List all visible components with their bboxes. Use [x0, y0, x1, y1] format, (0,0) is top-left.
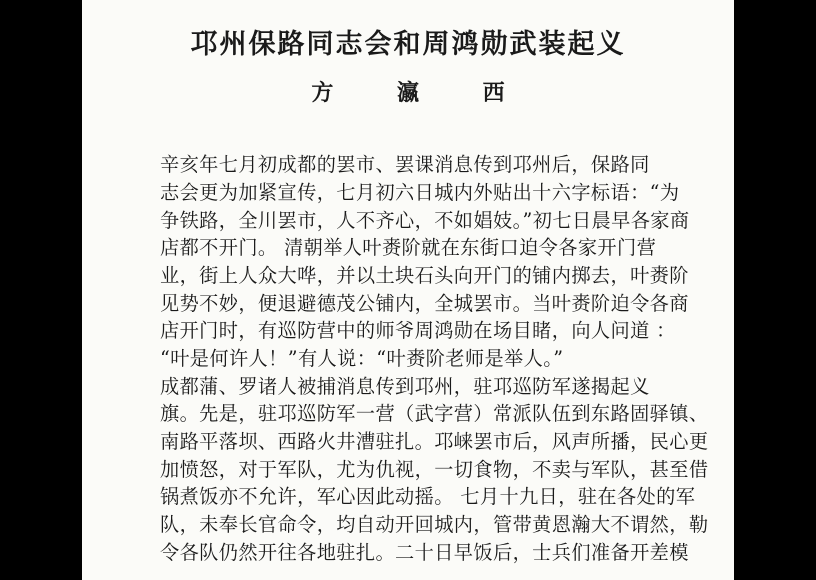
text-line: 店都不开门。 清朝举人叶赉阶就在东街口迫令各家开门营 [160, 236, 657, 259]
text-line: 成都蒲、罗诸人被捕消息传到邛州，驻邛巡防军遂揭起义 [160, 375, 650, 398]
text-line: “叶是何许人！”有人说：“叶赉阶老师是举人。” [160, 347, 564, 370]
text-line: 令各队仍然开往各地驻扎。二十日早饭后，士兵们准备开差模 [160, 541, 689, 564]
article-title: 邛州保路同志会和周鸿勋武装起义 [190, 29, 626, 60]
text-line: 加愤怒，对于军队，尤为仇视，一切食物，不卖与军队，甚至借 [160, 458, 709, 481]
text-line: 业，街上人众大哗，并以土块石头向开门的铺内掷去，叶赉阶 [160, 264, 689, 287]
text-line: 旗。先是，驻邛巡防军一营（武字营）常派队伍到东路固驿镇、 [160, 402, 709, 425]
text-line: 辛亥年七月初成都的罢市、罢课消息传到邛州后，保路同 [160, 153, 650, 176]
text-line: 锅煮饭亦不允许，军心因此动摇。 七月十九日，驻在各处的军 [160, 485, 696, 508]
text-line: 争铁路，全川罢市，人不齐心，不如娼妓。”初七日晨早各家商 [160, 209, 690, 232]
text-line: 队，未奉长官命令，均自动开回城内，管带黄恩瀚大不谓然，勒 [160, 513, 709, 536]
text-line: 志会更为加紧宣传，七月初六日城内外贴出十六字标语：“为 [160, 181, 680, 204]
author-name: 方 瀛 西 [311, 80, 533, 106]
text-line: 南路平落坝、西路火井漕驻扎。邛崃罢市后，风声所播，民心更 [160, 430, 709, 453]
document-page [82, 0, 734, 580]
text-line: 见势不妙，便退避德茂公铺内，全城罢市。当叶赉阶迫令各商 [160, 292, 689, 315]
text-line: 店开门时，有巡防营中的师爷周鸿勋在场目睹，向人问道 ： [160, 319, 676, 342]
